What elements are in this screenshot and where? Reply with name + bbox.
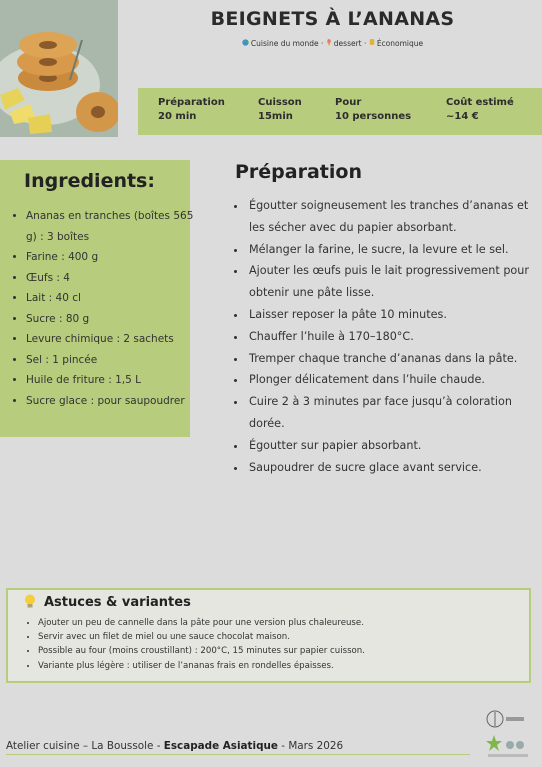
tip-item: • Ajouter un peu de cannelle dans la pâte pour une version plus chaleureuse. xyxy=(38,616,538,630)
ingredient-item: • Sucre : 80 g xyxy=(26,309,201,330)
globe-icon xyxy=(242,39,249,48)
coin-icon xyxy=(369,38,375,48)
recipe-photo xyxy=(0,0,118,137)
tips-title: Astuces & variantes xyxy=(44,595,191,610)
preparation-steps xyxy=(230,195,542,478)
ingredient-item: • Sel : 1 pincée xyxy=(26,350,201,371)
preparation-step: • Mélanger la farine, le sucre, la levure et le sel. xyxy=(247,239,542,261)
lightbulb-icon xyxy=(24,594,36,613)
ingredient-item: • Levure chimique : 2 sachets xyxy=(26,329,201,350)
tag-category: dessert xyxy=(333,39,362,48)
ingredients-list xyxy=(10,206,201,411)
info-prep: Préparation 20 min xyxy=(158,97,225,122)
ingredients-title: Ingredients: xyxy=(24,170,155,192)
footer-divider xyxy=(6,754,470,755)
tag-cuisine: Cuisine du monde xyxy=(250,39,319,48)
preparation-step: • Égoutter soigneusement les tranches d’ananas et les sécher avec du papier absorbant. xyxy=(247,195,542,239)
recipe-title: BEIGNETS À L’ANANAS xyxy=(210,8,455,30)
ingredient-item: • Sucre glace : pour saupoudrer xyxy=(26,391,201,412)
tag-budget: Économique xyxy=(376,39,424,48)
ingredient-item: • Œufs : 4 xyxy=(26,268,201,289)
info-serves: Pour 10 personnes xyxy=(335,97,412,122)
preparation-step: • Tremper chaque tranche d’ananas dans la pâte. xyxy=(247,348,542,370)
preparation-title: Préparation xyxy=(235,161,362,183)
tip-item: • Possible au four (moins croustillant) : 200°C, 15 minutes sur papier cuisson. xyxy=(38,644,538,658)
preparation-step: • Cuire 2 à 3 minutes par face jusqu’à coloration dorée. xyxy=(247,391,542,435)
organization-logo xyxy=(486,708,526,730)
preparation-step: • Laisser reposer la pâte 10 minutes. xyxy=(247,304,542,326)
recipe-info-bar xyxy=(138,88,542,135)
ingredient-item: • Lait : 40 cl xyxy=(26,288,201,309)
footer-prefix: Atelier cuisine – La Boussole - xyxy=(6,740,164,752)
ingredient-item: • Ananas en tranches (boîtes 565 g) : 3 boîtes xyxy=(26,206,201,247)
ingredient-item: • Huile de friture : 1,5 L xyxy=(26,370,201,391)
footer-date: - Mars 2026 xyxy=(277,740,344,752)
preparation-step: • Égoutter sur papier absorbant. xyxy=(247,435,542,457)
info-cook: Cuisson 15min xyxy=(258,97,302,122)
info-cost: Coût estimé ~14 € xyxy=(446,97,514,122)
footer-event: Escapade Asiatique xyxy=(163,740,278,752)
preparation-step: • Chauffer l’huile à 170–180°C. xyxy=(247,326,542,348)
tips-list xyxy=(24,616,538,673)
tip-item: • Servir avec un filet de miel ou une sauce chocolat maison. xyxy=(38,630,538,644)
tip-item: • Variante plus légère : utiliser de l’ananas frais en rondelles épaisses. xyxy=(38,659,538,673)
preparation-step: • Plonger délicatement dans l’huile chaude. xyxy=(247,369,542,391)
partner-logo xyxy=(486,733,530,759)
preparation-step: • Ajouter les œufs puis le lait progressivement pour obtenir une pâte lisse. xyxy=(247,260,542,304)
preparation-step: • Saupoudrer de sucre glace avant service. xyxy=(247,457,542,479)
recipe-tags: Cuisine du monde · dessert · Économique xyxy=(150,38,515,48)
footer-credits xyxy=(6,740,343,752)
dessert-icon xyxy=(326,39,332,48)
ingredient-item: • Farine : 400 g xyxy=(26,247,201,268)
